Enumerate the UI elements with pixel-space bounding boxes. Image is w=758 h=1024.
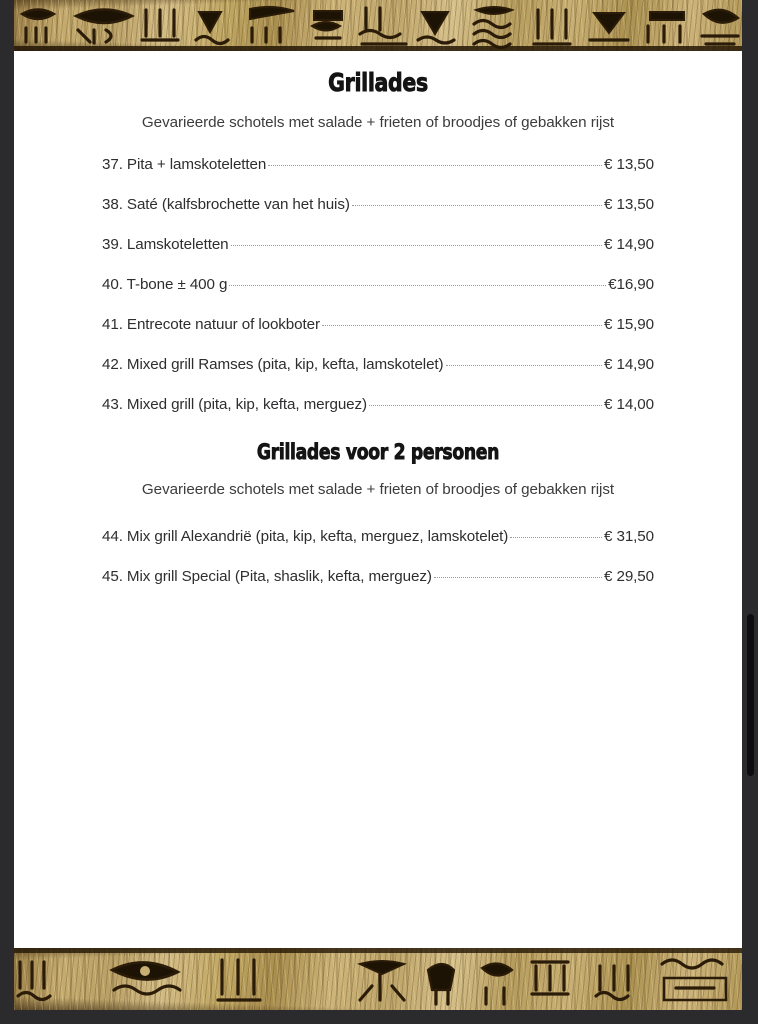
dot-leader <box>510 525 602 540</box>
dot-leader <box>434 565 602 580</box>
scrollbar-thumb[interactable] <box>747 614 754 776</box>
menu-item-price: € 13,50 <box>604 196 654 214</box>
menu-item-name: 44. Mix grill Alexandrië (pita, kip, kefta, merguez, lamskotelet) <box>102 527 509 545</box>
dot-leader <box>352 194 602 209</box>
menu-item-name: 40. T-bone ± 400 g <box>102 276 228 294</box>
menu-item-name: 45. Mix grill Special (Pita, shaslik, kefta, merguez) <box>102 567 432 585</box>
menu-item-name: 39. Lamskoteletten <box>102 236 229 254</box>
dot-leader <box>369 394 602 409</box>
menu-item-name: 38. Saté (kalfsbrochette van het huis) <box>102 196 350 214</box>
hieroglyph-band-bottom-icon <box>14 948 742 1010</box>
dot-leader <box>322 314 602 329</box>
menu-item-price: € 31,50 <box>604 527 654 545</box>
menu-item-price: € 14,90 <box>604 236 654 254</box>
menu-item-price: € 29,50 <box>604 567 654 585</box>
menu-item-price: € 14,00 <box>604 396 654 414</box>
menu-item-list <box>14 132 742 434</box>
menu-item-name: 37. Pita + lamskoteletten <box>102 156 267 174</box>
menu-item-row[interactable] <box>14 274 742 314</box>
menu-item-row[interactable] <box>14 154 742 194</box>
menu-item-name: 43. Mixed grill (pita, kip, kefta, merguez) <box>102 396 367 414</box>
menu-item-row[interactable] <box>14 354 742 394</box>
menu-section-grillades <box>14 51 742 434</box>
hieroglyph-carvings-bottom-icon <box>14 948 742 1010</box>
menu-item-price: € 15,90 <box>604 316 654 334</box>
dot-leader <box>446 354 603 369</box>
menu-item-row[interactable] <box>14 314 742 354</box>
menu-section-grillades-voor-2-personen <box>14 434 742 605</box>
menu-item-name: 42. Mixed grill Ramses (pita, kip, kefta, lamskotelet) <box>102 356 444 374</box>
hieroglyph-band-top-icon <box>14 0 742 51</box>
dot-leader <box>268 154 602 169</box>
scrollbar-track[interactable] <box>742 0 758 1024</box>
menu-item-row[interactable] <box>14 525 742 565</box>
menu-item-price: €16,90 <box>608 276 654 294</box>
dot-leader <box>229 274 606 289</box>
menu-item-name: 41. Entrecote natuur of lookboter <box>102 316 320 334</box>
menu-item-row[interactable] <box>14 394 742 434</box>
menu-item-row[interactable] <box>14 234 742 274</box>
section-title: Grillades <box>328 68 428 97</box>
menu-item-price: € 13,50 <box>604 156 654 174</box>
menu-item-row[interactable] <box>14 194 742 234</box>
section-subtitle: Gevarieerde schotels met salade + frieten of broodjes of gebakken rijst <box>141 481 615 499</box>
menu-item-row[interactable] <box>14 565 742 605</box>
section-subtitle: Gevarieerde schotels met salade + frieten of broodjes of gebakken rijst <box>141 114 615 131</box>
menu-item-list <box>14 499 742 605</box>
dot-leader <box>231 234 602 249</box>
menu-page <box>14 51 742 948</box>
hieroglyph-carvings-top-icon <box>14 0 742 51</box>
menu-item-price: € 14,90 <box>604 356 654 374</box>
section-title: Grillades voor 2 personen <box>256 440 500 465</box>
